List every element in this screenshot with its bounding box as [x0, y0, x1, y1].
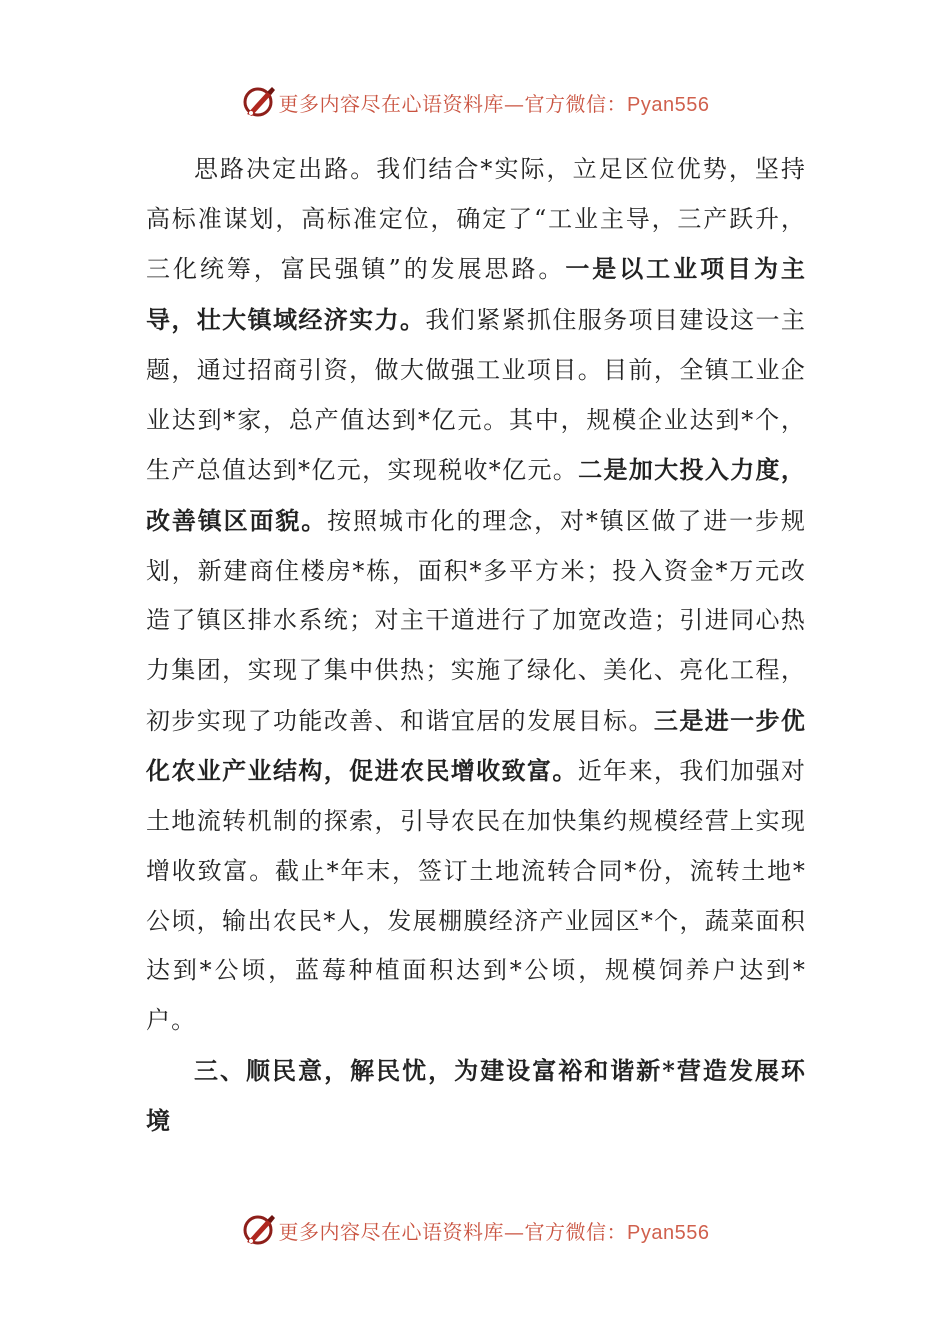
bold-point-1: 一是以工业项目为主导，壮大镇域经济实力。 — [146, 254, 806, 335]
body-paragraph: 思路决定出路。我们结合*实际，立足区位优势，坚持高标准谋划，高标准定位，确定了“工业主导，三产跃升，三化统筹，富民强镇”的发展思路。一是以工业项目为主导，壮大镇域经济实力。我们紧紧抓住服务项目建设这一主题，通过招商引资，做大做强工业项目。目前，全镇工业企业达到*家，总产值达到*亿元。其中，规模企业达到*个，生产总值达到*亿元，实现税收*亿元。二是加大投入力度，改善镇区面貌。按照城市化的理念，对*镇区做了进一步规划，新建商住楼房*栋，面积*多平方米；投入资金*万元改造了镇区排水系统；对主干道进行了加宽改造；引进同心热力集团，实现了集中供热；实施了绿化、美化、亮化工程，初步实现了功能改善、和谐宜居的发展目标。三是进一步优化农业产业结构，促进农民增收致富。近年来，我们加强对土地流转机制的探索，引导农民在加快集约规模经营上实现增收致富。截止*年末，签订土地流转合同*份，流转土地*公顷，输出农民*人，发展棚膜经济产业园区*个，蔬菜面积达到*公顷，蓝莓种植面积达到*公顷，规模饲养户达到*户。 — [146, 155, 807, 1034]
bold-point-2: 二是加大投入力度，改善镇区面貌。 — [146, 455, 806, 535]
document-body — [146, 145, 806, 1147]
pen-logo-icon — [241, 1212, 277, 1248]
section-heading: 三、顺民意，解民忧，为建设富裕和谐新*营造发展环境 — [146, 1055, 806, 1136]
header-banner — [0, 82, 950, 122]
header-banner-text: 更多内容尽在心语资料库—官方微信：Pyan556 — [278, 91, 710, 116]
pen-logo-icon — [241, 84, 277, 120]
footer-banner-text: 更多内容尽在心语资料库—官方微信：Pyan556 — [278, 1219, 710, 1244]
bold-point-3: 三是进一步优化农业产业结构，促进农民增收致富。 — [146, 705, 806, 786]
footer-banner — [0, 1210, 950, 1250]
